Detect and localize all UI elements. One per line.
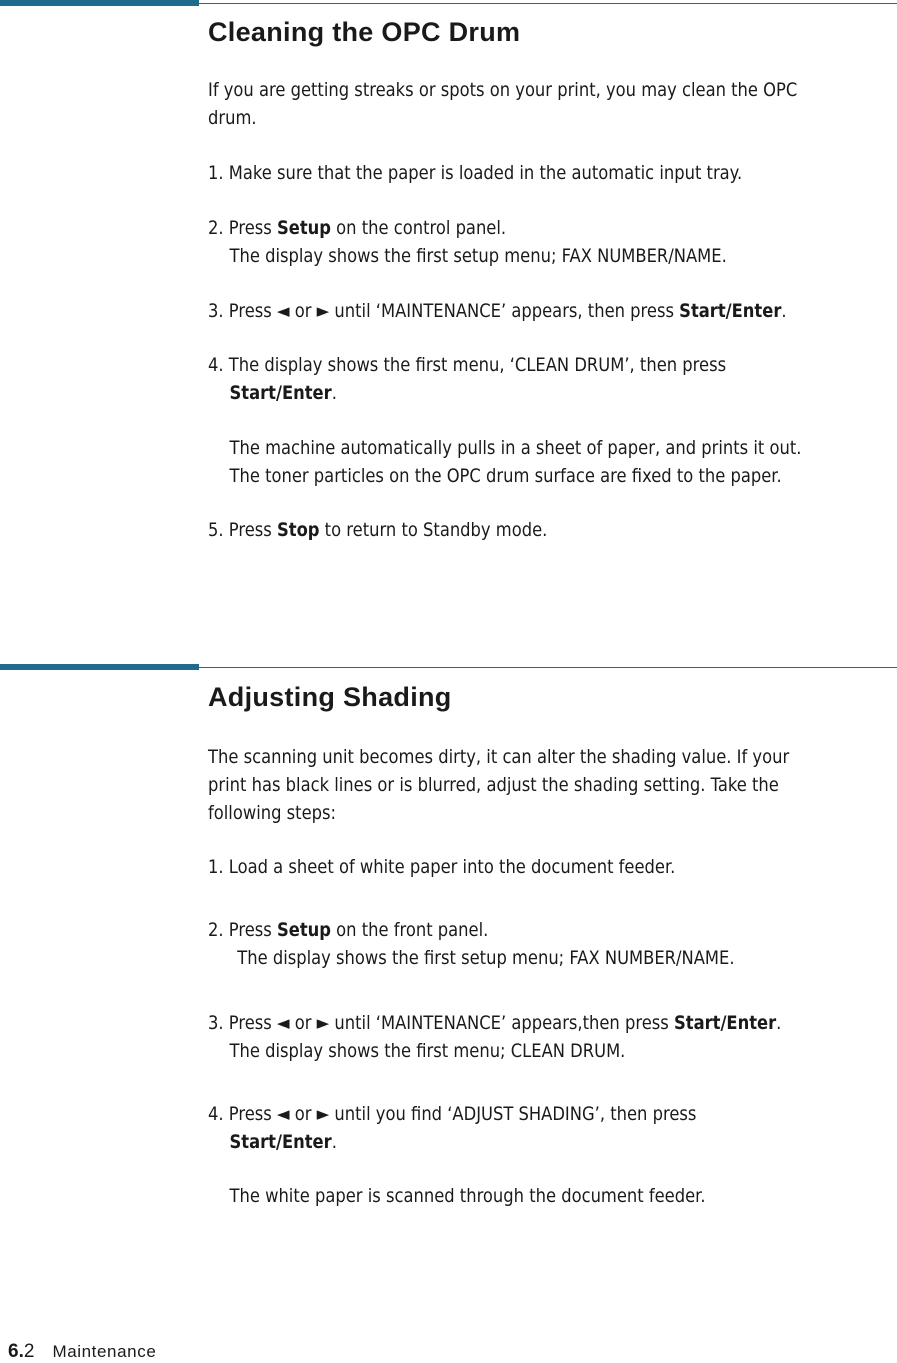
chapter-number: 6. (8, 1341, 24, 1362)
step-text: 2. Press (208, 919, 277, 941)
step-5 (208, 516, 897, 544)
intro-line: print has black lines or is blurred, adjust the shading setting. Take the (208, 774, 779, 796)
step-text: 2. Press (208, 217, 277, 239)
step-note: The display shows the first setup menu; FAX NUMBER/NAME. (237, 947, 735, 969)
intro-line: drum. (208, 107, 257, 129)
section-rule-thin (199, 3, 897, 4)
step-text: 3. Press ◄ or ► until ‘MAINTENANCE’ appears,then press (208, 1012, 674, 1034)
intro-line: If you are getting streaks or spots on your print, you may clean the OPC (208, 79, 798, 101)
step-text: 4. The display shows the first menu, ‘CLEAN DRUM’, then press (208, 354, 727, 376)
step-2 (208, 214, 897, 270)
step-2 (208, 916, 897, 972)
key-start-enter: Start/Enter (229, 382, 332, 404)
step-3 (208, 1009, 897, 1065)
note-line: The toner particles on the OPC drum surface are fixed to the paper. (229, 465, 782, 487)
section-cleaning-opc-drum (208, 16, 890, 541)
step-4 (208, 351, 897, 407)
step-3 (208, 297, 897, 325)
note-line: The white paper is scanned through the document feeder. (229, 1185, 706, 1207)
step-text: 3. Press ◄ or ► until ‘MAINTENANCE’ appears, then press (208, 300, 680, 322)
step-note: The display shows the first setup menu; FAX NUMBER/NAME. (229, 245, 727, 267)
step-text: 4. Press ◄ or ► until you find ‘ADJUST SHADING’, then press (208, 1103, 697, 1125)
step-text: on the control panel. (330, 217, 507, 239)
key-setup: Setup (276, 217, 331, 239)
intro-paragraph (208, 743, 897, 827)
step-text: on the front panel. (330, 919, 489, 941)
key-stop: Stop (276, 519, 320, 541)
step-4-note (208, 434, 897, 490)
section-rule-thick (0, 664, 199, 670)
intro-line: following steps: (208, 802, 337, 824)
intro-paragraph (208, 76, 897, 132)
key-setup: Setup (276, 919, 331, 941)
step-text: . (781, 300, 787, 322)
step-4 (208, 1100, 897, 1156)
step-note: The display shows the first menu; CLEAN DRUM. (229, 1040, 626, 1062)
section-rule-thick (0, 0, 199, 6)
page-number (8, 1341, 34, 1363)
step-text: 1. Load a sheet of white paper into the document feeder. (208, 856, 676, 878)
key-start-enter: Start/Enter (229, 1131, 332, 1153)
section-rule-thin (199, 667, 897, 668)
section-adjusting-shading (208, 681, 890, 1207)
intro-line: The scanning unit becomes dirty, it can alter the shading value. If your (208, 746, 790, 768)
page-footer (8, 1341, 156, 1363)
step-text: . (331, 1131, 337, 1153)
step-text: . (776, 1012, 782, 1034)
section-title: Cleaning the OPC Drum (208, 17, 521, 47)
step-text: . (331, 382, 337, 404)
step-text: 5. Press (208, 519, 277, 541)
key-start-enter: Start/Enter (673, 1012, 777, 1034)
step-4-note (208, 1182, 897, 1210)
step-text: to return to Standby mode. (319, 519, 548, 541)
note-line: The machine automatically pulls in a sheet of paper, and prints it out. (229, 437, 802, 459)
key-start-enter: Start/Enter (679, 300, 782, 322)
step-1 (208, 159, 897, 187)
section-title: Adjusting Shading (208, 682, 452, 712)
step-1 (208, 853, 897, 881)
page-number-value: 2 (23, 1341, 35, 1362)
chapter-name: Maintenance (52, 1342, 157, 1361)
step-text: 1. Make sure that the paper is loaded in the automatic input tray. (208, 162, 743, 184)
